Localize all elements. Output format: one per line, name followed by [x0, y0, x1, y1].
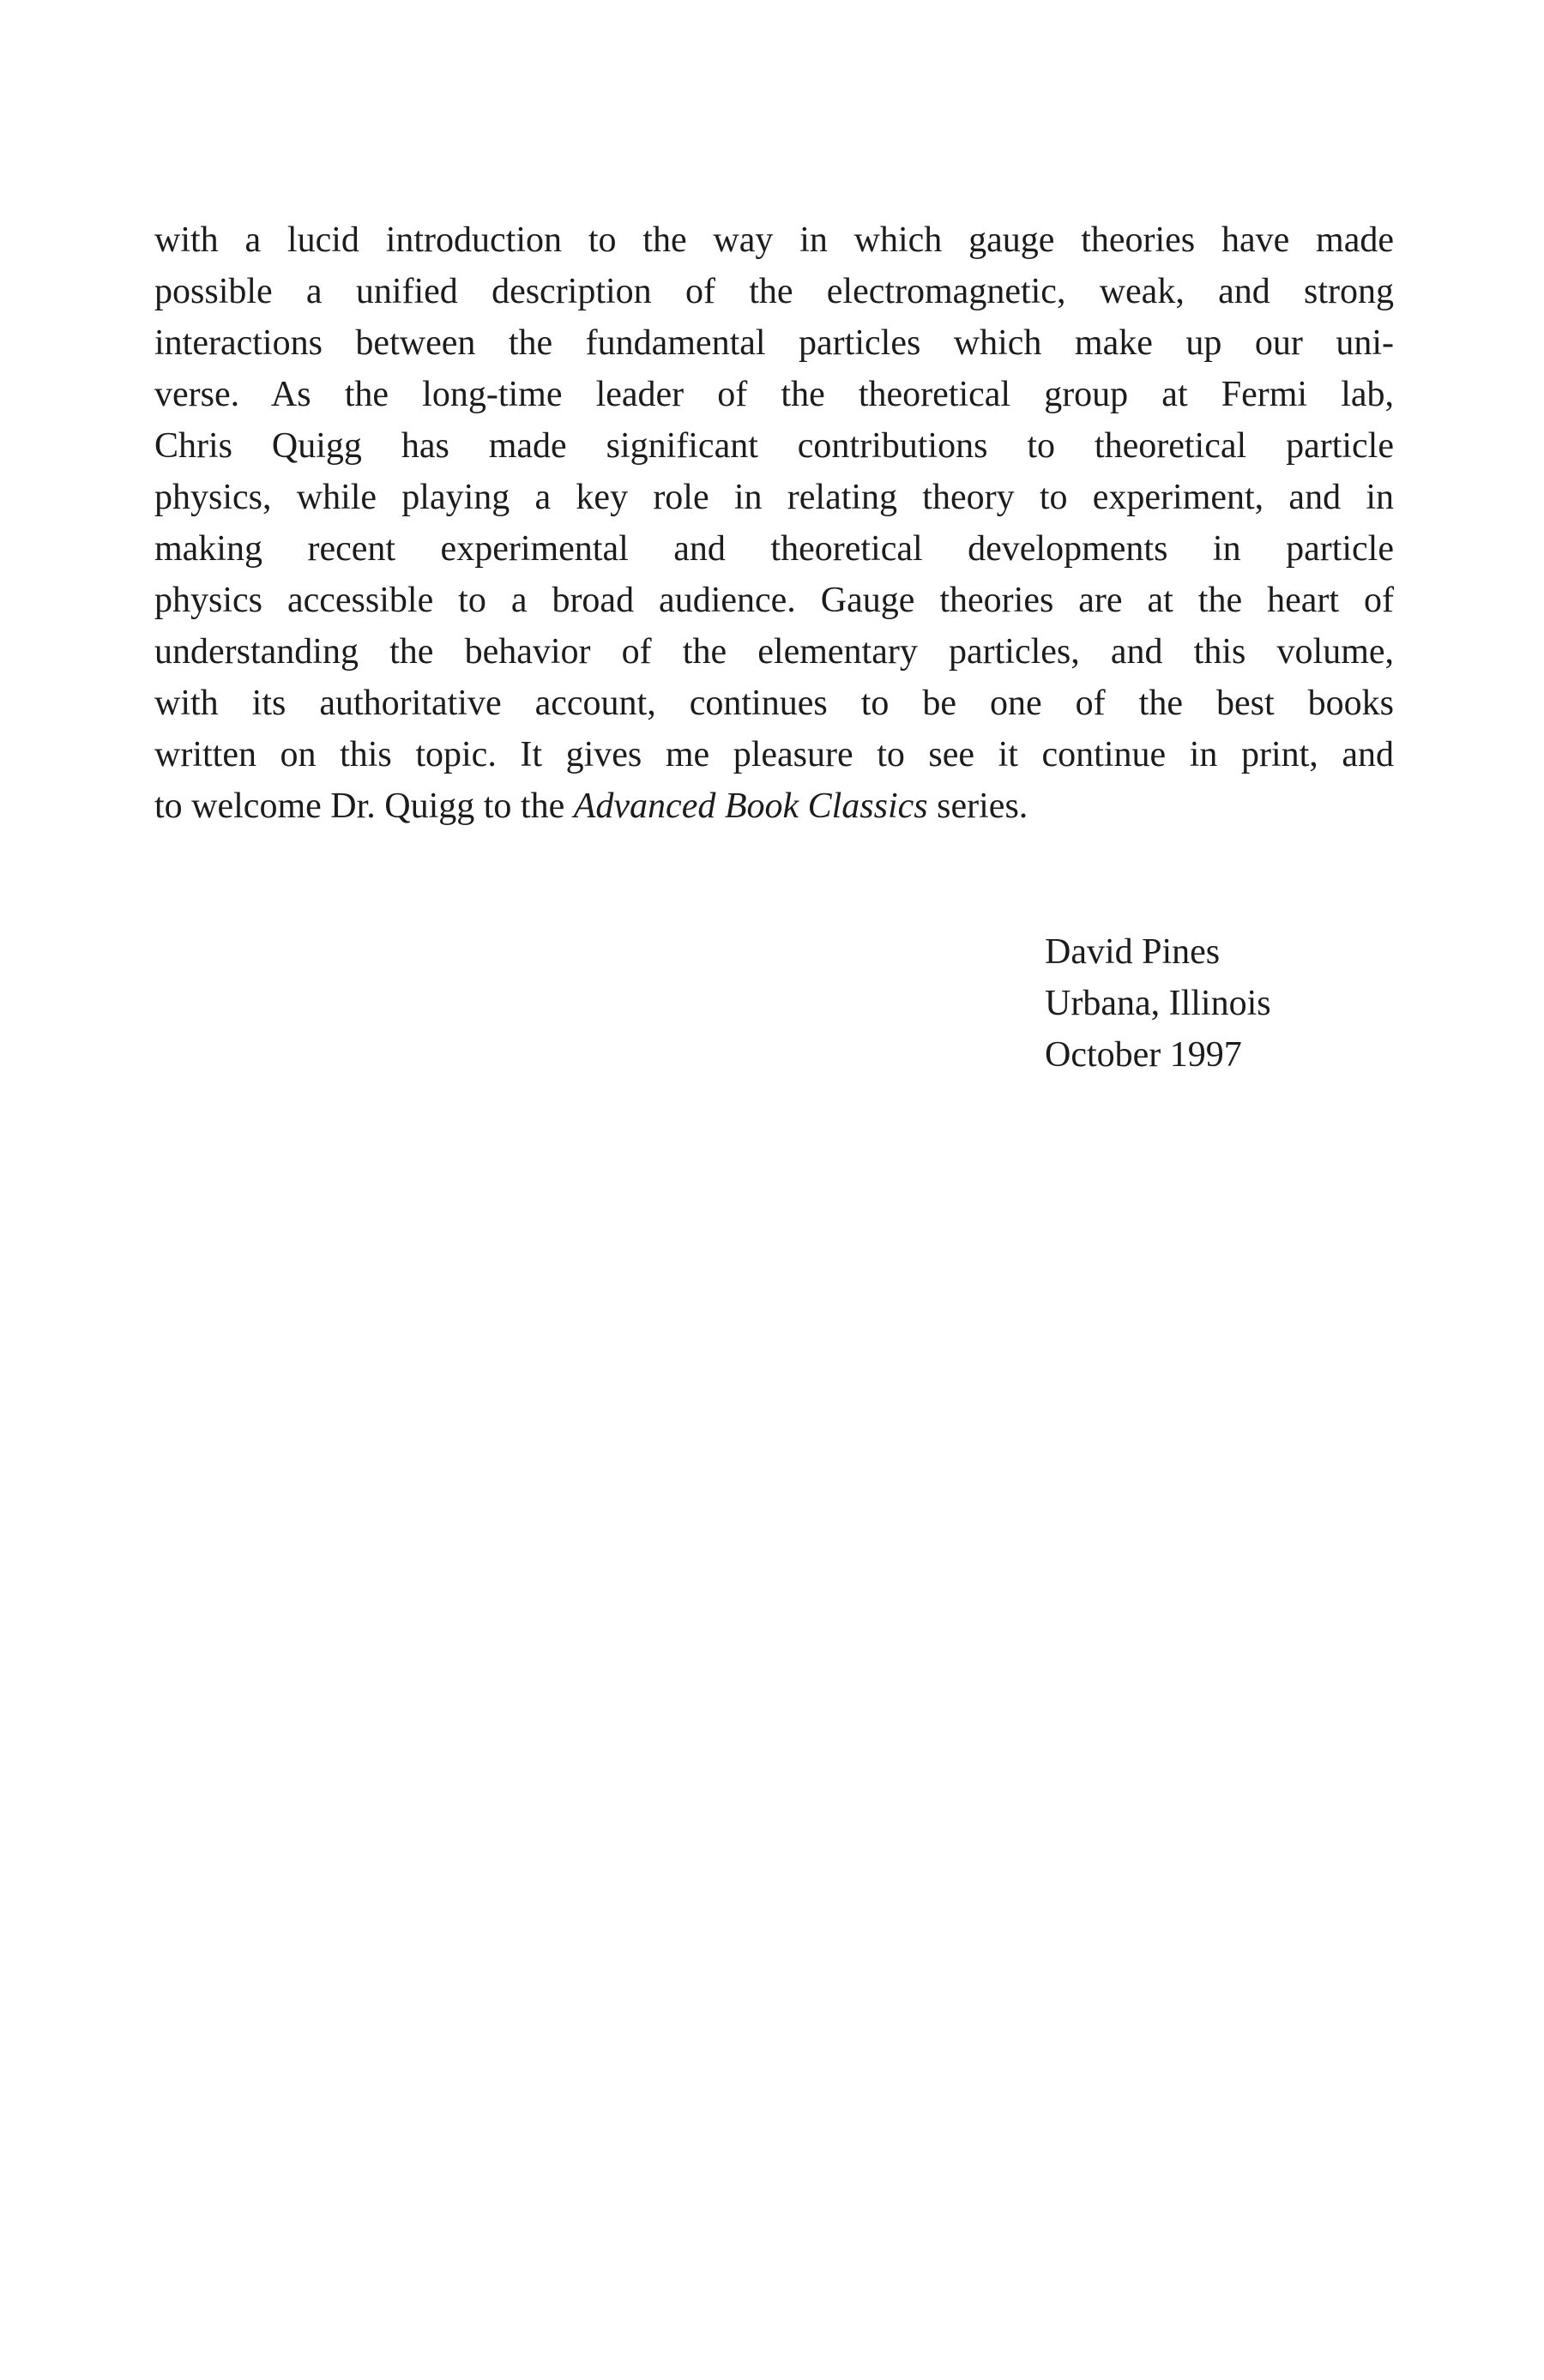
- paragraph-line: making recent experimental and theoretical developments in particle: [154, 529, 1394, 569]
- paragraph-line: with a lucid introduction to the way in which gauge theories have made: [154, 220, 1394, 260]
- paragraph-line: verse. As the long-time leader of the theoretical group at Fermi lab,: [154, 375, 1394, 414]
- foreword-paragraph: [154, 214, 1394, 832]
- paragraph-line: Chris Quigg has made significant contributions to theoretical particle: [154, 426, 1394, 466]
- paragraph-line: physics, while playing a key role in relating theory to experiment, and in: [154, 478, 1394, 517]
- signature-location: Urbana, Illinois: [1045, 984, 1271, 1023]
- paragraph-line: with its authoritative account, continues to be one of the best books: [154, 684, 1394, 723]
- signature-date: October 1997: [1045, 1035, 1242, 1075]
- paragraph-line: understanding the behavior of the elementary particles, and this volume,: [154, 632, 1394, 672]
- paragraph-line: written on this topic. It gives me pleasure to see it continue in print, and: [154, 735, 1394, 774]
- last-line-text: to welcome Dr. Quigg to the: [154, 786, 574, 826]
- series-title: Advanced Book Classics: [573, 786, 928, 826]
- paragraph-line: physics accessible to a broad audience. Gauge theories are at the heart of: [154, 581, 1394, 620]
- paragraph-line: possible a unified description of the electromagnetic, weak, and strong: [154, 272, 1394, 311]
- paragraph-last-line: [154, 780, 1394, 832]
- signature-block: [1045, 926, 1271, 1081]
- paragraph-line: interactions between the fundamental particles which make up our uni-: [154, 323, 1394, 363]
- signature-name: David Pines: [1045, 932, 1221, 972]
- last-line-suffix: series.: [927, 786, 1028, 826]
